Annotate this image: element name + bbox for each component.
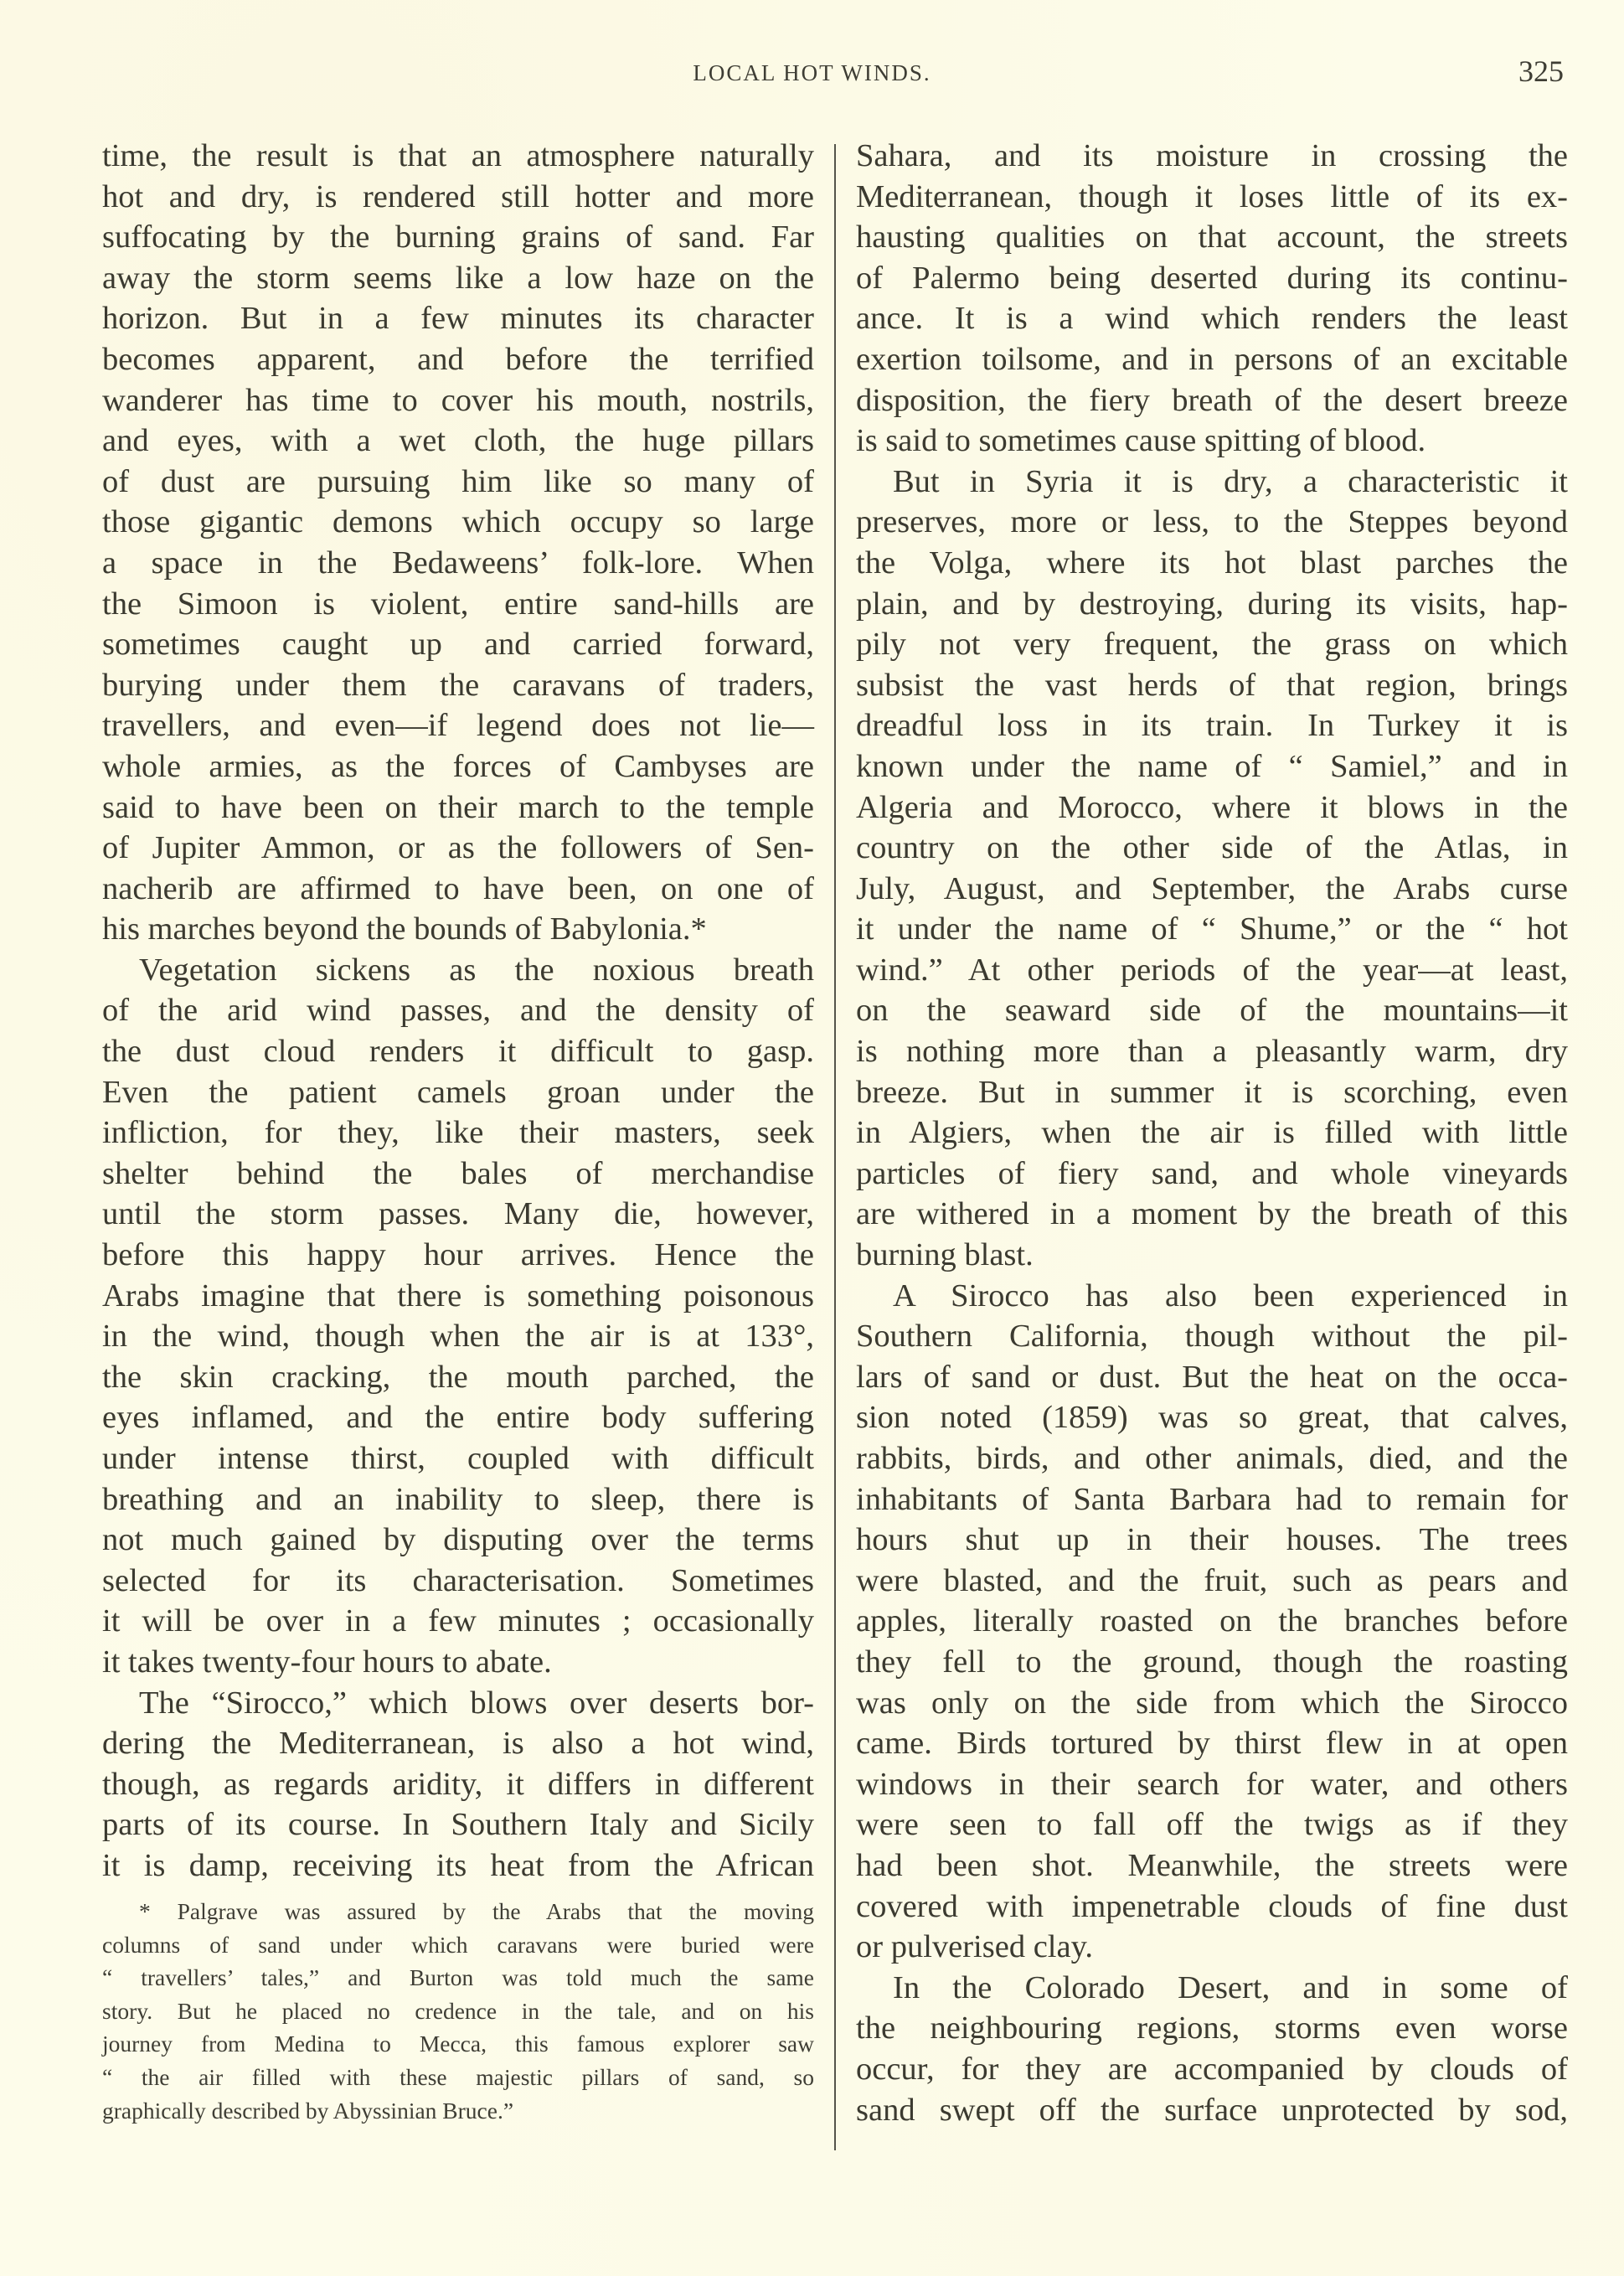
footnote-line: columns of sand under which caravans were buried were bbox=[102, 1931, 814, 1958]
text-line: travellers, and even—if legend does not lie— bbox=[102, 708, 814, 744]
text-line: ance. It is a wind which renders the least bbox=[856, 301, 1568, 337]
text-line: sometimes caught up and carried forward, bbox=[102, 627, 814, 663]
text-line: shelter behind the bales of merchandise bbox=[102, 1155, 814, 1191]
text-line: Southern California, though without the pil- bbox=[856, 1319, 1568, 1355]
text-line: away the storm seems like a low haze on the bbox=[102, 260, 814, 296]
text-line: Even the patient camels groan under the bbox=[102, 1074, 814, 1110]
text-line: hours shut up in their houses. The trees bbox=[856, 1522, 1568, 1558]
text-line: it takes twenty-four hours to abate. bbox=[102, 1644, 552, 1680]
text-line: breeze. But in summer it is scorching, even bbox=[856, 1074, 1568, 1110]
text-line: suffocating by the burning grains of sand. Far bbox=[102, 219, 814, 255]
text-line: becomes apparent, and before the terrified bbox=[102, 341, 814, 377]
text-line: until the storm passes. Many die, however, bbox=[102, 1196, 814, 1232]
text-line: wanderer has time to cover his mouth, nostrils, bbox=[102, 382, 814, 418]
text-line: covered with impenetrable clouds of fine dust bbox=[856, 1888, 1568, 1924]
text-line: windows in their search for water, and others bbox=[856, 1766, 1568, 1802]
text-line: the neighbouring regions, storms even worse bbox=[856, 2010, 1568, 2046]
text-line: it is damp, receiving its heat from the African bbox=[102, 1847, 814, 1883]
text-line: Arabs imagine that there is something poisonous bbox=[102, 1277, 814, 1313]
text-line: sion noted (1859) was so great, that calves, bbox=[856, 1400, 1568, 1436]
text-line: though, as regards aridity, it differs in different bbox=[102, 1766, 814, 1802]
text-line: were blasted, and the fruit, such as pears and bbox=[856, 1562, 1568, 1598]
paragraph-start-line: In the Colorado Desert, and in some of bbox=[893, 1969, 1568, 2005]
footnote-line: * Palgrave was assured by the Arabs that the moving bbox=[139, 1898, 814, 1924]
text-line: in Algiers, when the air is filled with little bbox=[856, 1115, 1568, 1151]
text-line: whole armies, as the forces of Cambyses are bbox=[102, 748, 814, 784]
text-line: apples, literally roasted on the branches before bbox=[856, 1603, 1568, 1639]
paragraph-start-line: Vegetation sickens as the noxious breath bbox=[139, 952, 814, 988]
text-line: the Volga, where its hot blast parches the bbox=[856, 544, 1568, 581]
text-line: sand swept off the surface unprotected by sod, bbox=[856, 2092, 1568, 2128]
text-line: on the seaward side of the mountains—it bbox=[856, 993, 1568, 1029]
text-line: dering the Mediterranean, is also a hot wind, bbox=[102, 1726, 814, 1762]
text-line: disposition, the fiery breath of the desert breeze bbox=[856, 382, 1568, 418]
text-line: the Simoon is violent, entire sand-hills are bbox=[102, 586, 814, 622]
footnote-line: “ the air filled with these majestic pillars of sand, so bbox=[102, 2063, 814, 2090]
text-line: exertion toilsome, and in persons of an excitable bbox=[856, 341, 1568, 377]
text-line: of dust are pursuing him like so many of bbox=[102, 463, 814, 499]
text-line: parts of its course. In Southern Italy and Sicily bbox=[102, 1807, 814, 1843]
text-line: hot and dry, is rendered still hotter and more bbox=[102, 178, 814, 214]
text-line: Algeria and Morocco, where it blows in the bbox=[856, 789, 1568, 825]
text-line: lars of sand or dust. But the heat on the occa- bbox=[856, 1359, 1568, 1395]
text-line: it under the name of “ Shume,” or the “ hot bbox=[856, 911, 1568, 947]
left-column bbox=[102, 136, 814, 1886]
text-line: of the arid wind passes, and the density of bbox=[102, 993, 814, 1029]
running-head bbox=[0, 52, 1624, 94]
text-line: known under the name of “ Samiel,” and in bbox=[856, 748, 1568, 784]
text-line: a space in the Bedaweens’ folk-lore. When bbox=[102, 544, 814, 581]
text-line: dreadful loss in its train. In Turkey it is bbox=[856, 708, 1568, 744]
text-line: and eyes, with a wet cloth, the huge pillars bbox=[102, 423, 814, 459]
text-line: was only on the side from which the Sirocco bbox=[856, 1685, 1568, 1721]
page-number: 325 bbox=[1518, 54, 1564, 88]
footnote-line: story. But he placed no credence in the tale, and on his bbox=[102, 1997, 814, 2024]
text-line: it will be over in a few minutes ; occasionally bbox=[102, 1603, 814, 1639]
text-line: they fell to the ground, though the roasting bbox=[856, 1644, 1568, 1680]
text-line: hausting qualities on that account, the streets bbox=[856, 219, 1568, 255]
text-line: wind.” At other periods of the year—at least, bbox=[856, 952, 1568, 988]
text-line: in the wind, though when the air is at 133°, bbox=[102, 1319, 814, 1355]
text-line: had been shot. Meanwhile, the streets were bbox=[856, 1847, 1568, 1883]
text-line: breathing and an inability to sleep, there is bbox=[102, 1481, 814, 1517]
text-line: said to have been on their march to the temple bbox=[102, 789, 814, 825]
running-title: LOCAL HOT WINDS. bbox=[693, 60, 931, 85]
text-line: of Jupiter Ammon, or as the followers of Sen- bbox=[102, 830, 814, 866]
text-line: burning blast. bbox=[856, 1237, 1034, 1273]
paragraph-start-line: The “Sirocco,” which blows over deserts bor- bbox=[139, 1685, 814, 1721]
paragraph-start-line: But in Syria it is dry, a characteristic it bbox=[893, 463, 1568, 499]
text-line: rabbits, birds, and other animals, died, and the bbox=[856, 1441, 1568, 1476]
text-line: is nothing more than a pleasantly warm, dry bbox=[856, 1034, 1568, 1070]
text-line: inhabitants of Santa Barbara had to remain for bbox=[856, 1481, 1568, 1517]
text-line: preserves, more or less, to the Steppes beyond bbox=[856, 504, 1568, 540]
text-line: nacherib are affirmed to have been, on one of bbox=[102, 870, 814, 906]
text-line: time, the result is that an atmosphere naturally bbox=[102, 138, 814, 173]
text-line: not much gained by disputing over the terms bbox=[102, 1522, 814, 1558]
text-line: Sahara, and its moisture in crossing the bbox=[856, 138, 1568, 173]
footnote bbox=[102, 1895, 814, 2127]
footnote-line: journey from Medina to Mecca, this famous explorer saw bbox=[102, 2031, 814, 2057]
text-line-footnote-ref: his marches beyond the bounds of Babylonia.* bbox=[102, 911, 707, 947]
text-line: is said to sometimes cause spitting of blood. bbox=[856, 423, 1426, 459]
text-line: infliction, for they, like their masters, seek bbox=[102, 1115, 814, 1151]
text-line: pily not very frequent, the grass on which bbox=[856, 627, 1568, 663]
text-line: particles of fiery sand, and whole vineyards bbox=[856, 1155, 1568, 1191]
text-line: burying under them the caravans of traders, bbox=[102, 667, 814, 703]
text-line: those gigantic demons which occupy so large bbox=[102, 504, 814, 540]
text-line: were seen to fall off the twigs as if they bbox=[856, 1807, 1568, 1843]
text-line: the dust cloud renders it difficult to gasp. bbox=[102, 1034, 814, 1070]
text-line: July, August, and September, the Arabs curse bbox=[856, 870, 1568, 906]
text-line: under intense thirst, coupled with difficult bbox=[102, 1441, 814, 1476]
right-column bbox=[856, 136, 1568, 2130]
text-line: selected for its characterisation. Sometimes bbox=[102, 1562, 814, 1598]
text-line: Mediterranean, though it loses little of its ex- bbox=[856, 178, 1568, 214]
text-line: horizon. But in a few minutes its character bbox=[102, 301, 814, 337]
text-line: subsist the vast herds of that region, brings bbox=[856, 667, 1568, 703]
text-line: are withered in a moment by the breath of this bbox=[856, 1196, 1568, 1232]
text-line: country on the other side of the Atlas, in bbox=[856, 830, 1568, 866]
footnote-line: graphically described by Abyssinian Bruce.” bbox=[102, 2097, 514, 2124]
text-line: before this happy hour arrives. Hence the bbox=[102, 1237, 814, 1273]
text-line: occur, for they are accompanied by clouds of bbox=[856, 2051, 1568, 2087]
text-line: or pulverised clay. bbox=[856, 1929, 1093, 1965]
text-line: of Palermo being deserted during its continu- bbox=[856, 260, 1568, 296]
text-line: plain, and by destroying, during its visits, hap- bbox=[856, 586, 1568, 622]
text-line: the skin cracking, the mouth parched, the bbox=[102, 1359, 814, 1395]
column-divider bbox=[834, 144, 836, 2150]
paragraph-start-line: A Sirocco has also been experienced in bbox=[893, 1277, 1568, 1313]
footnote-line: “ travellers’ tales,” and Burton was told much the same bbox=[102, 1964, 814, 1991]
text-line: came. Birds tortured by thirst flew in at open bbox=[856, 1726, 1568, 1762]
text-line: eyes inflamed, and the entire body suffering bbox=[102, 1400, 814, 1436]
